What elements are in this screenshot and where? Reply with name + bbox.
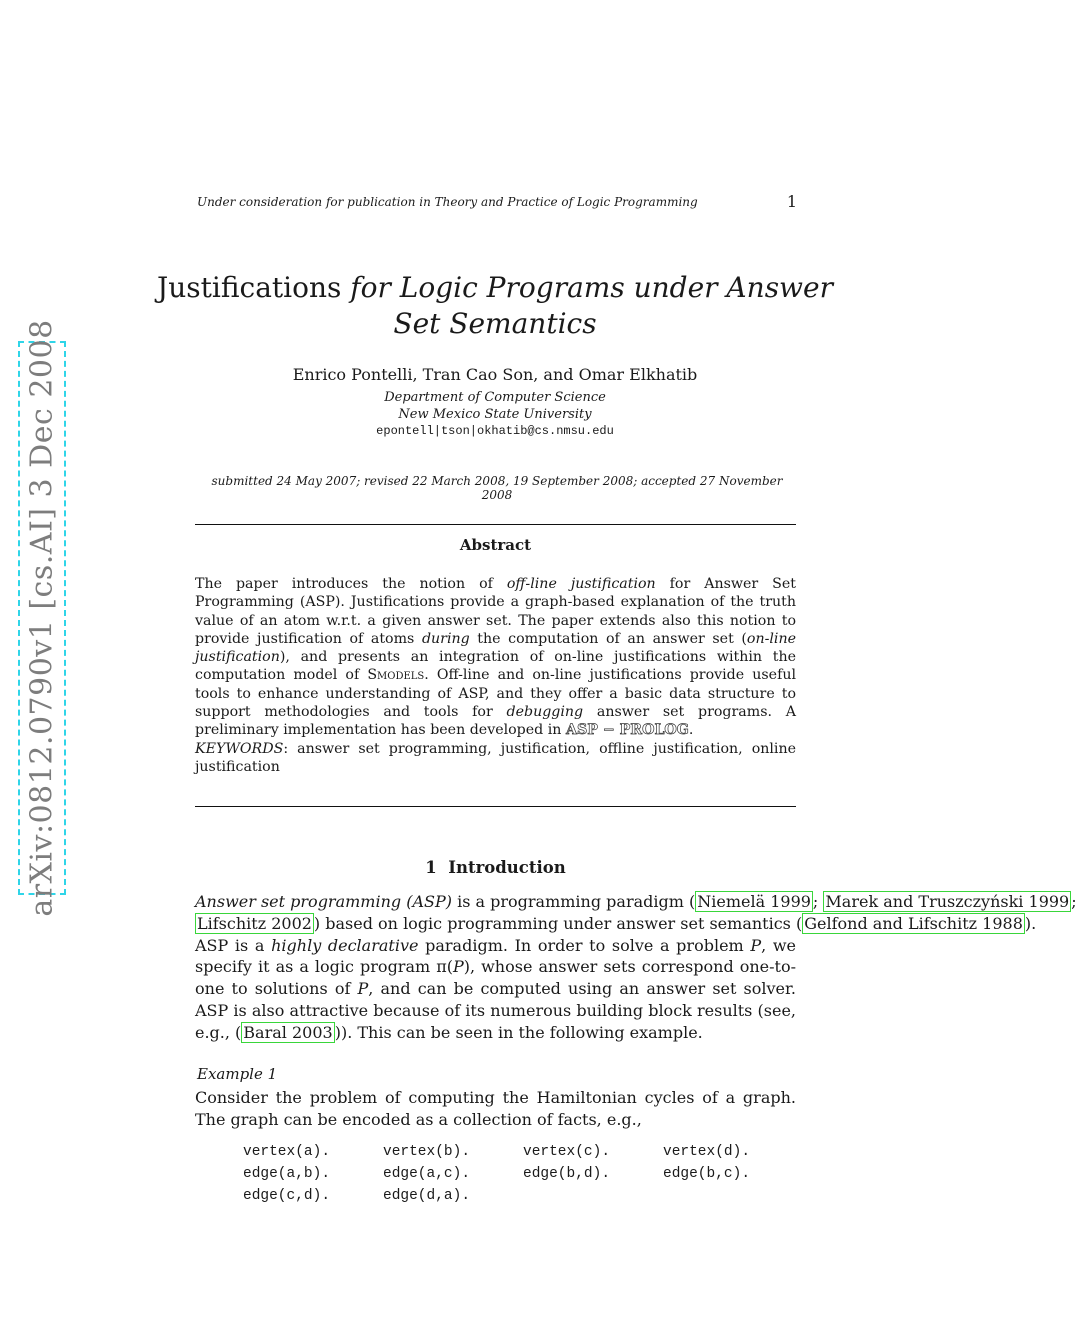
running-head: Under consideration for publication in Theory and Practice of Logic Programming: [197, 195, 698, 209]
title-part1: Justifications: [157, 271, 342, 304]
code-table: [243, 1141, 803, 1207]
code-row: [243, 1141, 803, 1163]
keywords-text: : answer set programming, justification, offline justification, online justification: [195, 741, 796, 776]
intro-emph: Answer set programming (ASP): [195, 892, 452, 911]
section-heading: [195, 858, 796, 877]
code-cell: [523, 1185, 663, 1207]
math-var: P: [750, 935, 762, 955]
bottom-rule: [195, 806, 796, 807]
code-cell: edge(a,b).: [243, 1166, 331, 1182]
abstract-text: The paper introduces the notion of: [195, 576, 507, 592]
code-cell: edge(a,c).: [383, 1166, 471, 1182]
code-cell: [663, 1185, 803, 1207]
math-var: P: [357, 979, 369, 999]
abstract-heading: Abstract: [459, 536, 532, 554]
email[interactable]: epontell|tson|okhatib@cs.nmsu.edu: [376, 424, 614, 438]
intro-text: , and can be computed using an answer set solver. ASP is also attractive because of its numerous building block results (see, e.g., (: [195, 979, 797, 1042]
intro-emph: highly declarative: [271, 935, 419, 955]
arxiv-identifier: arXiv:0812.0790v1 [cs.AI] 3 Dec 2008: [24, 319, 60, 917]
submission-dates: submitted 24 May 2007; revised 22 March 2008, 19 September 2008; accepted 27 November 2008: [211, 474, 783, 502]
math-var: P: [452, 957, 464, 977]
abstract-text: the computation of an answer set (: [469, 630, 747, 647]
example-text: Consider the problem of computing the Hamiltonian cycles of a graph. The graph can be encoded as a collection of facts, e.g.,: [195, 1088, 796, 1129]
system-name-asp-prolog: ASP − PROLOG: [565, 722, 689, 739]
abstract-text: ), and presents an integration of on-line justifications within the computation model of: [195, 649, 796, 684]
abstract-text: for Answer Set Programming (ASP). Justifications provide a graph-based explanation of the truth value of an atom w.r.t. a given answer set. The paper extends also this notion to provide justification of atoms: [195, 576, 796, 647]
department: Department of Computer Science: [384, 390, 606, 405]
intro-text: ;: [1071, 892, 1077, 911]
code-row: [243, 1163, 803, 1185]
citation-link[interactable]: Niemelä 1999: [697, 892, 811, 911]
intro-text: ), whose answer sets correspond one-to-one to solutions of: [195, 957, 797, 999]
abstract-emph: debugging: [506, 704, 584, 721]
intro-text: is a programming paradigm (: [451, 892, 696, 911]
code-block: [243, 1141, 803, 1207]
code-cell: edge(b,c).: [663, 1166, 751, 1182]
code-cell: edge(c,d).: [243, 1188, 331, 1204]
code-cell: vertex(d).: [663, 1144, 751, 1160]
intro-text: ASP is a: [195, 935, 272, 955]
page-number: 1: [786, 192, 797, 211]
intro-text: paradigm. In order to solve a problem: [418, 935, 751, 955]
intro-text: , we specify it as a logic program π(: [195, 935, 797, 977]
university: New Mexico State University: [398, 407, 592, 422]
title-part3: Set Semantics: [393, 307, 597, 340]
arxiv-stamp[interactable]: [18, 319, 66, 917]
code-cell: vertex(c).: [523, 1144, 611, 1160]
authors: Enrico Pontelli, Tran Cao Son, and Omar Elkhatib: [292, 365, 698, 384]
abstract-text: answer set programs. A preliminary implementation has been developed in: [195, 704, 796, 739]
abstract-emph: on-line justification: [195, 630, 797, 666]
citation-link[interactable]: Marek and Truszczyński 1999: [825, 892, 1070, 911]
citation-link[interactable]: Gelfond and Lifschitz 1988: [804, 913, 1023, 933]
title-part2: for Logic Programs under Answer: [350, 271, 833, 304]
code-cell: edge(b,d).: [523, 1166, 611, 1182]
section-number: 1: [425, 858, 437, 877]
code-cell: vertex(b).: [383, 1144, 471, 1160]
citation-link[interactable]: Baral 2003: [243, 1022, 333, 1042]
keywords: [195, 740, 796, 777]
citation-link[interactable]: Lifschitz 2002: [197, 913, 312, 933]
intro-text: ).: [1024, 913, 1037, 933]
example-title: Example 1: [197, 1065, 278, 1083]
affiliation: [150, 389, 840, 423]
abstract-emph: off-line justification: [506, 576, 656, 592]
abstract-text: .: [688, 722, 694, 739]
system-name-smodels: Smodels: [367, 667, 425, 684]
top-rule: [195, 524, 796, 525]
running-header: [197, 192, 797, 211]
intro-text: ) based on logic programming under answer set semantics (: [313, 913, 803, 933]
code-cell: vertex(a).: [243, 1144, 331, 1160]
intro-text: )). This can be seen in the following example.: [334, 1022, 703, 1042]
intro-paragraph: [195, 891, 1077, 1044]
intro-text: ;: [812, 892, 824, 911]
keywords-label: KEYWORDS: [195, 741, 284, 757]
abstract-emph: during: [421, 630, 470, 647]
code-cell: edge(d,a).: [383, 1188, 471, 1204]
abstract-body: [195, 575, 796, 740]
section-title: Introduction: [448, 858, 566, 877]
code-row: [243, 1185, 803, 1207]
abstract-text: . Off-line and on-line justifications provide useful tools to enhance understanding of ASP, and they offer a basic data structure to support methodologies and tools for: [195, 667, 796, 721]
paper-title: [150, 270, 840, 342]
